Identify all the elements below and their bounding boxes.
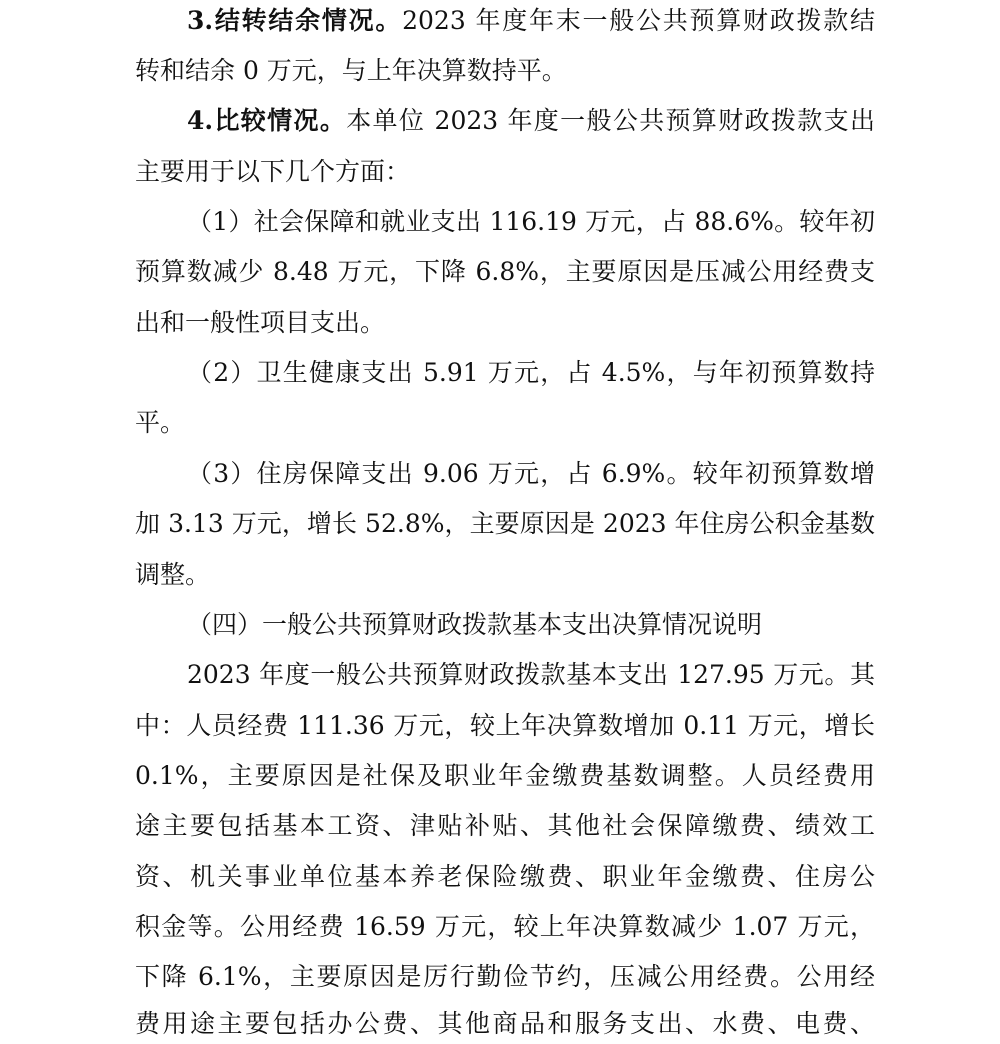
paragraph-line: 2023 年度一般公共预算财政拨款基本支出 127.95 万元。其: [187, 660, 875, 689]
paragraph-text: 2023 年度年末一般公共预算财政拨款结: [402, 6, 875, 35]
paragraph-line: 调整。: [135, 560, 211, 589]
paragraph-line: 转和结余 0 万元，与上年决算数持平。: [135, 56, 567, 85]
paragraph-line: 平。: [135, 408, 186, 437]
paragraph-line: 费用途主要包括办公费、其他商品和服务支出、水费、电费、: [135, 1009, 875, 1038]
paragraph-line: 资、机关事业单位基本养老保险缴费、职业年金缴费、住房公: [135, 862, 875, 891]
paragraph-line: 中：人员经费 111.36 万元，较上年决算数增加 0.11 万元，增长: [135, 711, 875, 740]
paragraph-text: 本单位 2023 年度一般公共预算财政拨款支出: [346, 106, 875, 135]
paragraph-line: 主要用于以下几个方面：: [135, 157, 411, 186]
paragraph-line: [187, 1, 875, 41]
paragraph-line: 预算数减少 8.48 万元，下降 6.8%，主要原因是压减公用经费支: [135, 257, 875, 286]
section-heading: 3.结转结余情况。: [187, 6, 403, 35]
paragraph-line: （3）住房保障支出 9.06 万元，占 6.9%。较年初预算数增: [187, 459, 875, 488]
paragraph-line: 下降 6.1%，主要原因是厉行勤俭节约，压减公用经费。公用经: [135, 962, 875, 991]
paragraph-line: （2）卫生健康支出 5.91 万元，占 4.5%，与年初预算数持: [187, 358, 875, 387]
paragraph-line: 出和一般性项目支出。: [135, 308, 386, 337]
paragraph-line: 途主要包括基本工资、津贴补贴、其他社会保障缴费、绩效工: [135, 811, 875, 840]
paragraph-line: 加 3.13 万元，增长 52.8%，主要原因是 2023 年住房公积金基数: [135, 509, 875, 538]
paragraph-line: 积金等。公用经费 16.59 万元，较上年决算数减少 1.07 万元，: [135, 912, 875, 941]
section-heading: 4.比较情况。: [187, 106, 347, 135]
paragraph-line: [187, 101, 875, 141]
paragraph-line: （1）社会保障和就业支出 116.19 万元，占 88.6%。较年初: [187, 207, 875, 236]
paragraph-line: 0.1%，主要原因是社保及职业年金缴费基数调整。人员经费用: [135, 761, 875, 790]
section-heading: （四）一般公共预算财政拨款基本支出决算情况说明: [187, 610, 763, 639]
